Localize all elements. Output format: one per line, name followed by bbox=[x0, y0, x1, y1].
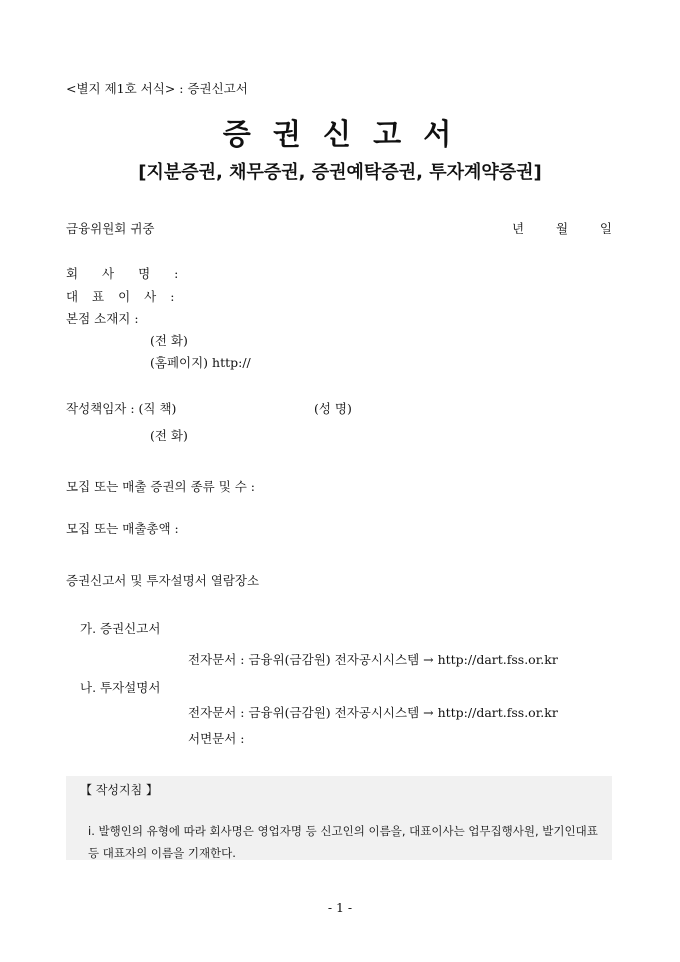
inspection-item-b-paper: 서면문서 : bbox=[188, 731, 245, 746]
homepage-label: (홈페이지) http:// bbox=[150, 355, 251, 370]
total-amount-label: 모집 또는 매출총액 : bbox=[66, 521, 179, 536]
writing-guide-title: 【 작성지침 】 bbox=[80, 783, 158, 797]
inspection-item-a: 가. 증권신고서 bbox=[80, 621, 161, 636]
ceo-label: 대 표 이 사 : bbox=[66, 289, 180, 304]
preparer-name-label: (성 명) bbox=[314, 401, 352, 416]
preparer-label: 작성책임자 : (직 책) bbox=[66, 401, 177, 416]
date-month-label: 월 bbox=[555, 221, 569, 236]
company-phone-label: (전 화) bbox=[150, 333, 188, 348]
inspection-item-b-electronic: 전자문서 : 금융위(금감원) 전자공시시스템 → http://dart.fss.or.kr bbox=[188, 705, 558, 720]
page-number: - 1 - bbox=[327, 900, 353, 915]
securities-type-label: 모집 또는 매출 증권의 종류 및 수 : bbox=[66, 479, 256, 494]
inspection-item-b: 나. 투자설명서 bbox=[80, 680, 161, 695]
inspection-heading: 증권신고서 및 투자설명서 열람장소 bbox=[66, 573, 260, 588]
hq-address-label: 본점 소재지 : bbox=[66, 311, 139, 326]
page-subtitle: [지분증권, 채무증권, 증권예탁증권, 투자계약증권] bbox=[138, 162, 542, 183]
date-day-label: 일 bbox=[599, 221, 612, 236]
addressee: 금융위원회 귀중 bbox=[66, 221, 155, 236]
date-row bbox=[512, 219, 612, 237]
page-title: 증 권 신 고 서 bbox=[222, 117, 458, 151]
writing-guide-body: ⅰ. 발행인의 유형에 따라 회사명은 영업자명 등 신고인의 이름을, 대표이사는 업무집행사원, 발기인대표 등 대표자의 이름을 기재한다. bbox=[88, 824, 598, 860]
inspection-item-a-electronic: 전자문서 : 금융위(금감원) 전자공시시스템 → http://dart.fss.or.kr bbox=[188, 652, 558, 667]
preparer-phone-label: (전 화) bbox=[150, 428, 188, 443]
date-year-label: 년 bbox=[512, 221, 525, 236]
form-label: <별지 제1호 서식> : 증권신고서 bbox=[66, 81, 248, 96]
company-name-label: 회 사 명 : bbox=[66, 266, 189, 281]
